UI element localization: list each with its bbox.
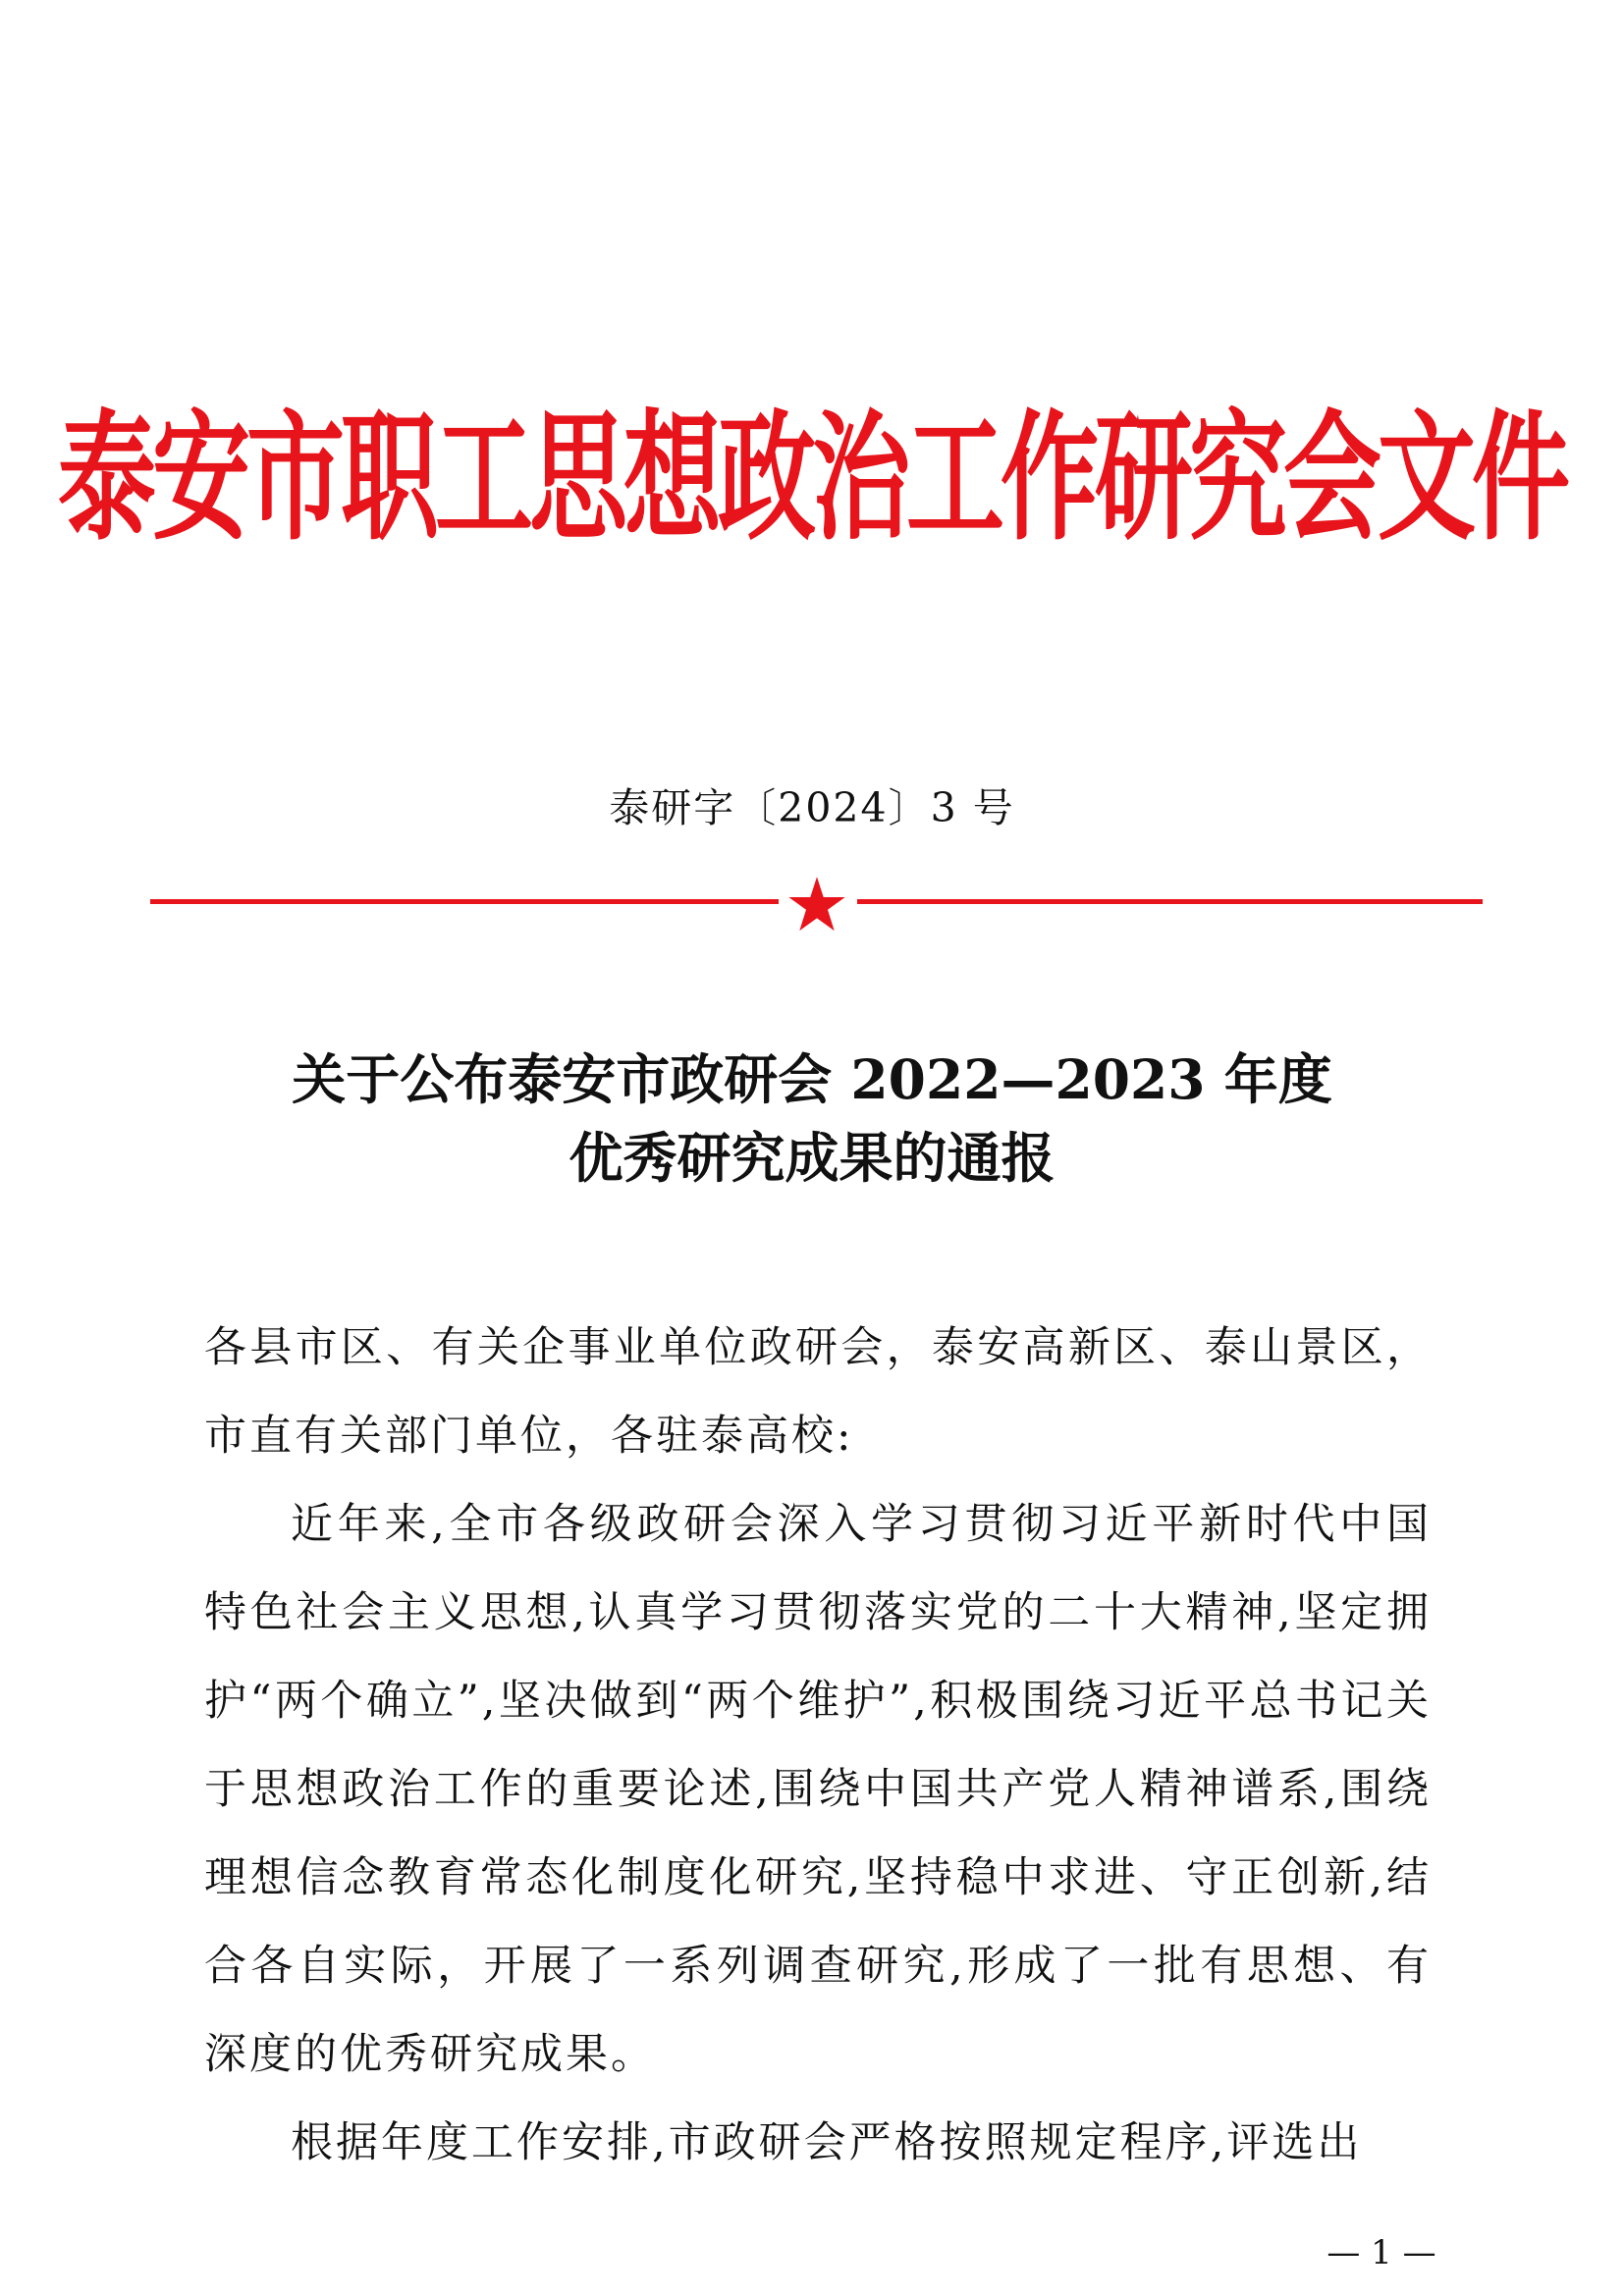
notice-title-line-1: 关于公布泰安市政研会 2022—2023 年度 <box>292 1047 1332 1111</box>
notice-body <box>204 1304 1432 2187</box>
star-icon <box>786 876 847 933</box>
body-paragraph-2: 根据年度工作安排,市政研会严格按照规定程序,评选出 <box>291 2118 1363 2167</box>
page-number: — 1 — <box>1326 2233 1436 2272</box>
divider-line-left <box>150 899 779 904</box>
document-header-title: 泰安市职工思想政治工作研究会文件 <box>58 395 1566 561</box>
salutation: 各县市区、有关企事业单位政研会，泰安高新区、泰山景区，市直有关部门单位，各驻泰高校: <box>204 1323 1432 1461</box>
body-paragraph-1: 近年来,全市各级政研会深入学习贯彻习近平新时代中国特色社会主义思想,认真学习贯彻落实党的二十大精神,坚定拥护“两个确立”,坚决做到“两个维护”,积极围绕习近平总书记关于思想政治工作的重要论述,围绕中国共产党人精神谱系,围绕理想信念教育常态化制度化研究,坚持稳中求进、守正创新,结合各自实际，开展了一系列调查研究,形成了一批有思想、有深度的优秀研究成果。 <box>204 1500 1432 2079</box>
notice-title-line-2: 优秀研究成果的通报 <box>568 1126 1056 1190</box>
divider-line-right <box>857 899 1483 904</box>
red-divider <box>150 876 1483 934</box>
document-number: 泰研字〔2024〕3 号 <box>609 784 1015 831</box>
notice-title <box>0 1041 1624 1198</box>
